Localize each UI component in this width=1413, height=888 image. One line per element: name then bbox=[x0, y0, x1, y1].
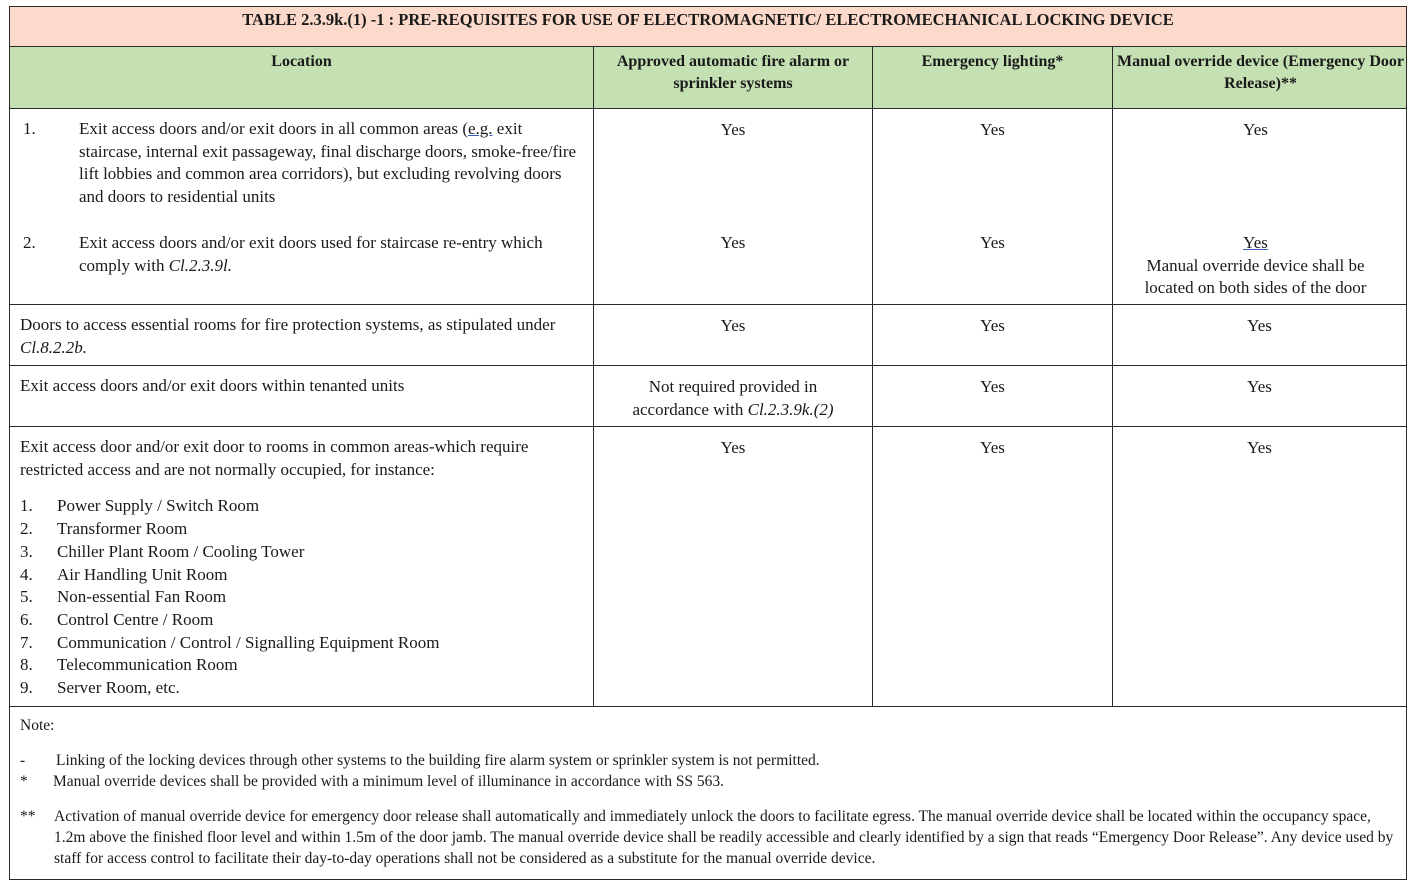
room-list-item bbox=[20, 654, 587, 677]
restricted-intro: Exit access door and/or exit door to rooms in common areas-which require restricted access and are not normally occupied, for instance: bbox=[20, 437, 529, 479]
notes-row bbox=[10, 707, 1407, 880]
table-row bbox=[10, 305, 1407, 366]
manual-override-cell bbox=[1113, 109, 1407, 305]
room-number: 7. bbox=[20, 632, 33, 652]
table-row bbox=[10, 366, 1407, 427]
value-yes: Yes bbox=[1243, 233, 1268, 252]
table-row bbox=[10, 427, 1407, 707]
room-name: Air Handling Unit Room bbox=[57, 564, 228, 584]
note-marker: - bbox=[20, 752, 26, 769]
room-number: 8. bbox=[20, 655, 33, 675]
header-location: Location bbox=[10, 47, 594, 109]
fire-alarm-cell: Yes bbox=[594, 305, 873, 366]
emergency-lighting-cell: Yes bbox=[873, 305, 1113, 366]
location-cell-tenanted-units: Exit access doors and/or exit doors within tenanted units bbox=[10, 366, 594, 427]
note-marker: * bbox=[20, 773, 28, 790]
prerequisites-table bbox=[9, 6, 1407, 880]
room-number: 6. bbox=[20, 609, 33, 629]
note-text: Manual override devices shall be provided with a minimum level of illuminance in accordance with SS 563. bbox=[53, 773, 725, 790]
room-number: 5. bbox=[20, 587, 33, 607]
room-name: Transformer Room bbox=[57, 519, 188, 539]
value-yes: Yes bbox=[720, 233, 746, 252]
value-yes: Yes bbox=[1243, 120, 1268, 139]
emergency-lighting-cell bbox=[873, 109, 1113, 305]
emergency-lighting-cell: Yes bbox=[873, 427, 1113, 707]
override-note: Manual override device shall be located on both sides of the door bbox=[1144, 255, 1367, 298]
note-marker: ** bbox=[20, 808, 36, 825]
table-title: TABLE 2.3.9k.(1) -1 : PRE-REQUISITES FOR USE OF ELECTROMAGNETIC/ ELECTROMECHANICAL LOCKING DEVICE bbox=[10, 7, 1407, 47]
room-list-item bbox=[20, 586, 587, 609]
item-number: 1. bbox=[23, 119, 36, 138]
location-cell-restricted-rooms bbox=[10, 427, 594, 707]
room-list-item bbox=[20, 609, 587, 632]
header-fire-alarm: Approved automatic fire alarm or sprinkler systems bbox=[594, 47, 873, 109]
emergency-lighting-cell: Yes bbox=[873, 366, 1113, 427]
location-cell-common-areas bbox=[10, 109, 594, 305]
list-item bbox=[23, 118, 587, 232]
note-text: Activation of manual override device for emergency door release shall automatically and immediately unlock the doors to facilitate egress. The manual override device shall be located within the occupancy space, 1.2m above the finished floor level and within 1.5m of the door jamb. The manual override device shall be readily accessible and clearly identified by a sign that reads “Emergency Door Release”. Any device used by staff for access control to facilitate their day-to-day operations shall not be considered as a substitute for the manual override device. bbox=[54, 808, 1394, 867]
room-list-item bbox=[20, 677, 587, 700]
header-manual-override: Manual override device (Emergency Door Release)** bbox=[1113, 47, 1407, 109]
manual-override-cell: Yes bbox=[1113, 305, 1407, 366]
room-name: Control Centre / Room bbox=[57, 609, 214, 629]
room-number: 9. bbox=[20, 678, 33, 698]
value-yes: Yes bbox=[980, 233, 1005, 252]
room-list-item bbox=[20, 495, 587, 518]
fire-alarm-cell: Not required provided in accordance with Cl.2.3.9k.(2) bbox=[594, 366, 873, 427]
manual-override-cell: Yes bbox=[1113, 427, 1407, 707]
room-name: Server Room, etc. bbox=[57, 678, 180, 698]
room-number: 2. bbox=[20, 519, 33, 539]
room-list-item bbox=[20, 541, 587, 564]
header-emergency-lighting: Emergency lighting* bbox=[873, 47, 1113, 109]
room-name: Non-essential Fan Room bbox=[57, 587, 227, 607]
room-number: 3. bbox=[20, 541, 33, 561]
list-item bbox=[23, 232, 587, 277]
table-row bbox=[10, 109, 1407, 305]
room-list-item bbox=[20, 632, 587, 655]
fire-alarm-cell: Yes bbox=[594, 427, 873, 707]
room-list bbox=[20, 495, 587, 699]
value-yes: Yes bbox=[980, 120, 1005, 139]
notes-cell bbox=[10, 707, 1407, 880]
item-text: Exit access doors and/or exit doors used for staircase re-entry which comply with Cl.2.3.9l. bbox=[79, 233, 543, 275]
room-list-item bbox=[20, 564, 587, 587]
note-item bbox=[20, 806, 1398, 869]
notes-heading: Note: bbox=[20, 717, 55, 734]
room-number: 4. bbox=[20, 564, 33, 584]
room-name: Power Supply / Switch Room bbox=[57, 496, 260, 516]
room-name: Chiller Plant Room / Cooling Tower bbox=[57, 541, 305, 561]
note-text: Linking of the locking devices through other systems to the building fire alarm system or sprinkler system is not permitted. bbox=[56, 752, 820, 769]
location-cell-essential-rooms: Doors to access essential rooms for fire protection systems, as stipulated under Cl.8.2.2b. bbox=[10, 305, 594, 366]
note-item bbox=[20, 771, 1398, 792]
fire-alarm-cell bbox=[594, 109, 873, 305]
room-list-item bbox=[20, 518, 587, 541]
room-number: 1. bbox=[20, 496, 33, 516]
room-name: Communication / Control / Signalling Equipment Room bbox=[57, 632, 440, 652]
manual-override-cell: Yes bbox=[1113, 366, 1407, 427]
item-number: 2. bbox=[23, 233, 36, 252]
item-text: Exit access doors and/or exit doors in all common areas (e.g. exit staircase, internal exit passageway, final discharge doors, smoke-free/fire lift lobbies and common area corridors), but excluding revolving doors and doors to residential units bbox=[79, 119, 577, 207]
room-name: Telecommunication Room bbox=[57, 655, 238, 675]
note-item bbox=[20, 750, 1398, 771]
value-yes: Yes bbox=[720, 120, 746, 139]
